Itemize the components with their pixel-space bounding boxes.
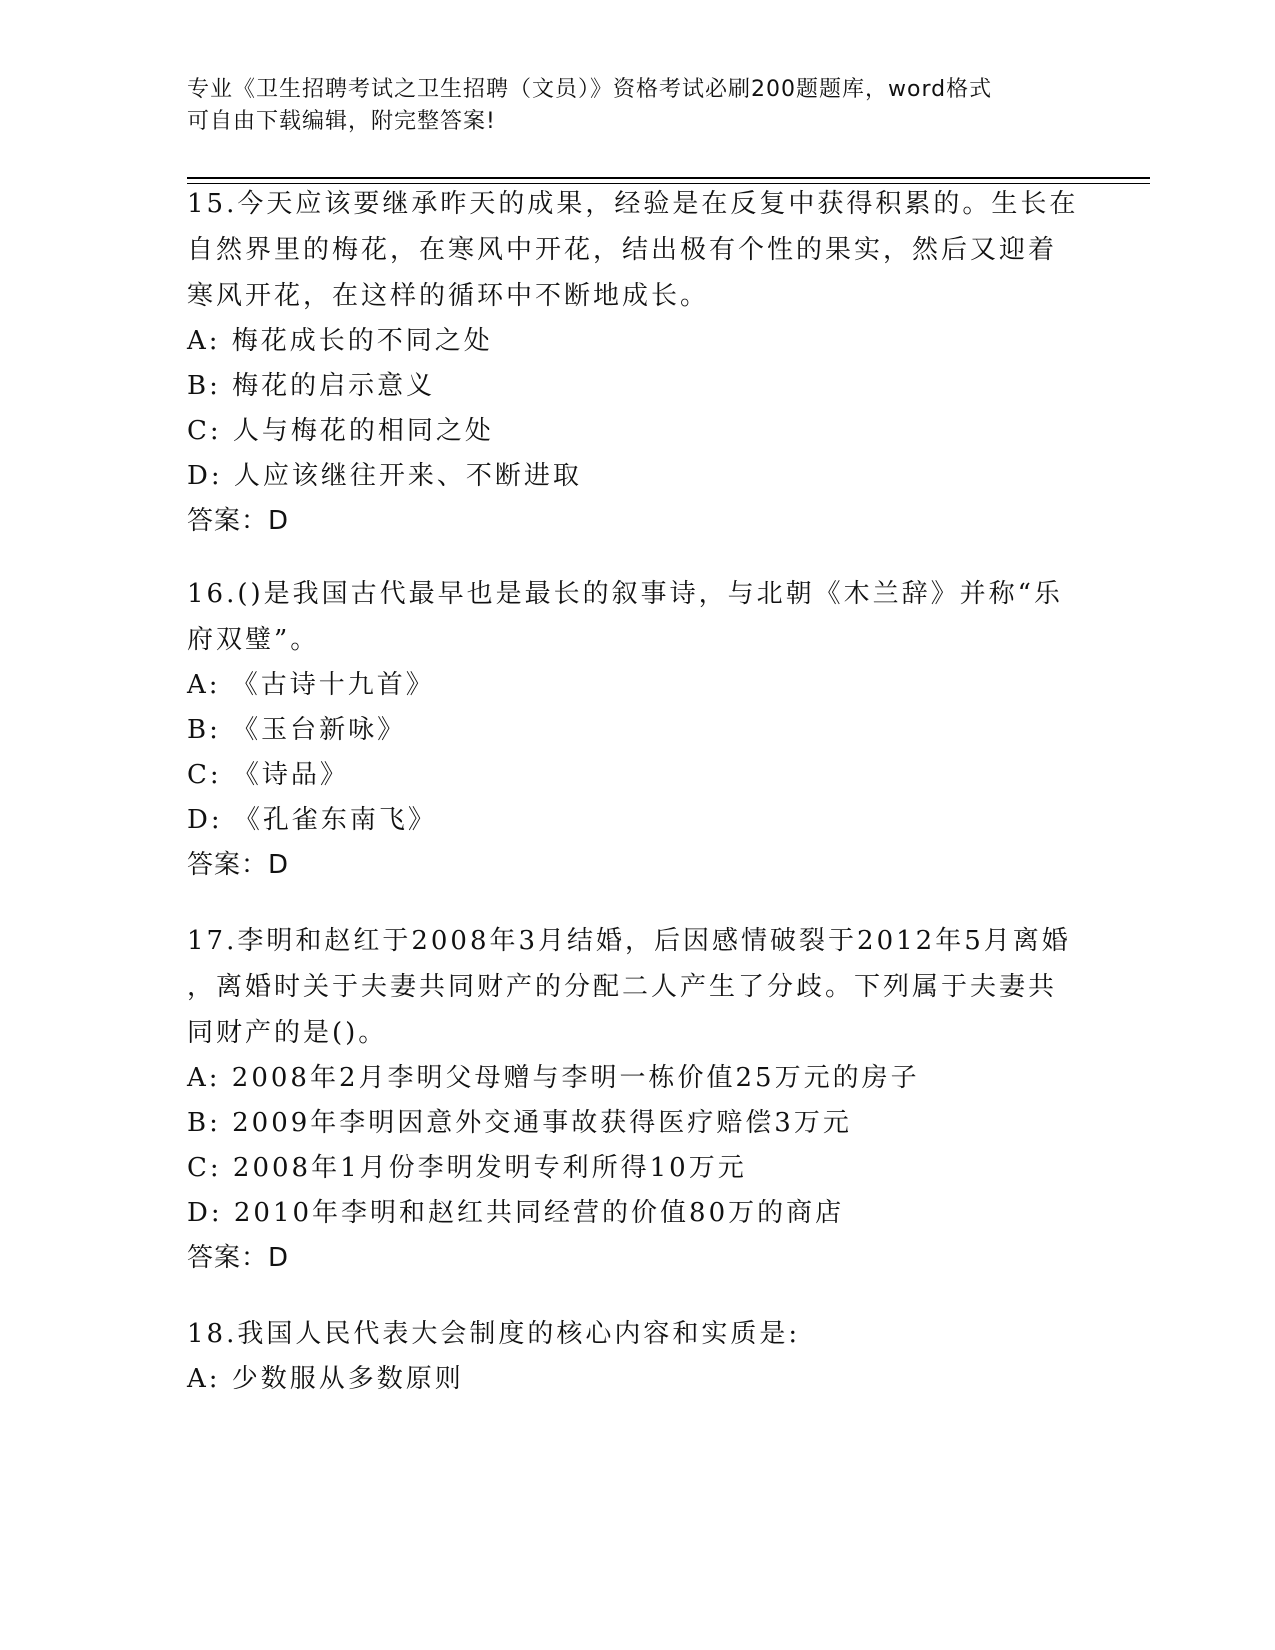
stem-line: 15.今天应该要继承昨天的成果，经验是在反复中获得积累的。生长在 xyxy=(187,189,1079,219)
stem-line: 17.李明和赵红于2008年3月结婚，后因感情破裂于2012年5月离婚 xyxy=(187,926,1071,956)
question-18 xyxy=(187,1311,1067,1402)
stem-line: ，离婚时关于夫妻共同财产的分配二人产生了分歧。下列属于夫妻共 xyxy=(187,972,1058,1002)
option-d: D: 《孔雀东南飞》 xyxy=(187,805,437,835)
option-d: D: 2010年李明和赵红共同经营的价值80万的商店 xyxy=(187,1198,845,1228)
question-stem xyxy=(187,571,1067,663)
header-divider xyxy=(187,177,1150,179)
option-b: B: 2009年李明因意外交通事故获得医疗赔偿3万元 xyxy=(187,1108,852,1138)
option-c: C: 人与梅花的相同之处 xyxy=(187,416,494,446)
answer: 答案：D xyxy=(187,1243,290,1273)
document-header xyxy=(187,74,1087,138)
option-a: A: 少数服从多数原则 xyxy=(187,1364,464,1394)
question-16 xyxy=(187,571,1067,887)
option-c: C: 2008年1月份李明发明专利所得10万元 xyxy=(187,1153,747,1183)
stem-line: 18.我国人民代表大会制度的核心内容和实质是: xyxy=(187,1319,801,1349)
header-line: 专业《卫生招聘考试之卫生招聘（文员）》资格考试必刷200题题库，word格式 xyxy=(187,77,993,102)
header-line: 可自由下载编辑，附完整答案! xyxy=(187,109,496,134)
question-stem xyxy=(187,181,1079,319)
option-d: D: 人应该继往开来、不断进取 xyxy=(187,461,582,491)
answer: 答案：D xyxy=(187,850,290,880)
question-15 xyxy=(187,181,1079,543)
option-a: A: 2008年2月李明父母赠与李明一栋价值25万元的房子 xyxy=(187,1063,920,1093)
stem-line: 16.()是我国古代最早也是最长的叙事诗，与北朝《木兰辞》并称“乐 xyxy=(187,579,1063,609)
option-c: C: 《诗品》 xyxy=(187,760,349,790)
answer: 答案：D xyxy=(187,506,290,536)
option-b: B: 梅花的启示意义 xyxy=(187,371,436,401)
stem-line: 自然界里的梅花，在寒风中开花，结出极有个性的果实，然后又迎着 xyxy=(187,235,1058,265)
question-stem xyxy=(187,1311,1067,1357)
option-a: A: 梅花成长的不同之处 xyxy=(187,326,493,356)
option-a: A: 《古诗十九首》 xyxy=(187,670,435,700)
option-b: B: 《玉台新咏》 xyxy=(187,715,407,745)
stem-line: 同财产的是()。 xyxy=(187,1018,388,1048)
question-17 xyxy=(187,918,1071,1280)
question-stem xyxy=(187,918,1071,1056)
stem-line: 府双璧”。 xyxy=(187,625,320,655)
stem-line: 寒风开花，在这样的循环中不断地成长。 xyxy=(187,281,710,311)
